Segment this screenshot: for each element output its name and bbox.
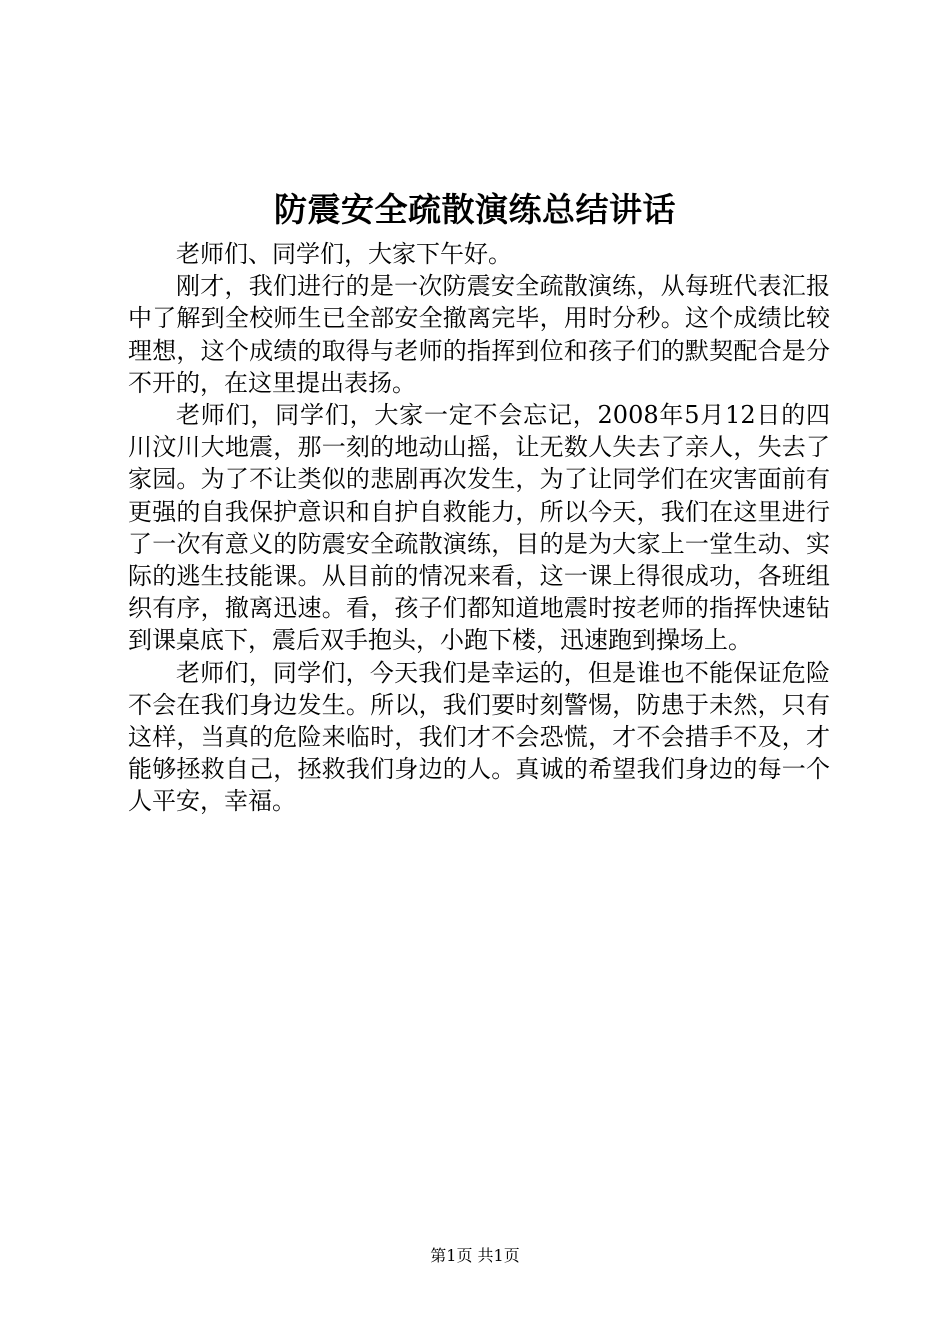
paragraph-drill-result: 刚才，我们进行的是一次防震安全疏散演练，从每班代表汇报中了解到全校师生已全部安全撤离完毕，用时分秒。这个成绩比较理想，这个成绩的取得与老师的指挥到位和孩子们的默契配合是分不开的，在这里提出表扬。 (128, 272, 830, 397)
page-footer: 第1页 共1页 (430, 1246, 520, 1265)
document-title: 防震安全疏散演练总结讲话 (274, 190, 676, 229)
paragraph-greeting: 老师们、同学们，大家下午好。 (176, 240, 512, 268)
document-body (128, 238, 830, 818)
paragraph-earthquake-memory: 老师们，同学们，大家一定不会忘记，2008年5月12日的四川汶川大地震，那一刻的地动山摇，让无数人失去了亲人，失去了家园。为了不让类似的悲剧再次发生，为了让同学们在灾害面前有更强的自我保护意识和自护自救能力，所以今天，我们在这里进行了一次有意义的防震安全疏散演练，目的是为大家上一堂生动、实际的逃生技能课。从目前的情况来看，这一课上得很成功，各班组织有序，撤离迅速。看，孩子们都知道地震时按老师的指挥快速钻到课桌底下，震后双手抱头，小跑下楼，迅速跑到操场上。 (128, 401, 830, 655)
paragraph-closing: 老师们，同学们，今天我们是幸运的，但是谁也不能保证危险不会在我们身边发生。所以，我们要时刻警惕，防患于未然，只有这样，当真的危险来临时，我们才不会恐慌，才不会措手不及，才能够拯救自己，拯救我们身边的人。真诚的希望我们身边的每一个人平安，幸福。 (128, 658, 830, 816)
